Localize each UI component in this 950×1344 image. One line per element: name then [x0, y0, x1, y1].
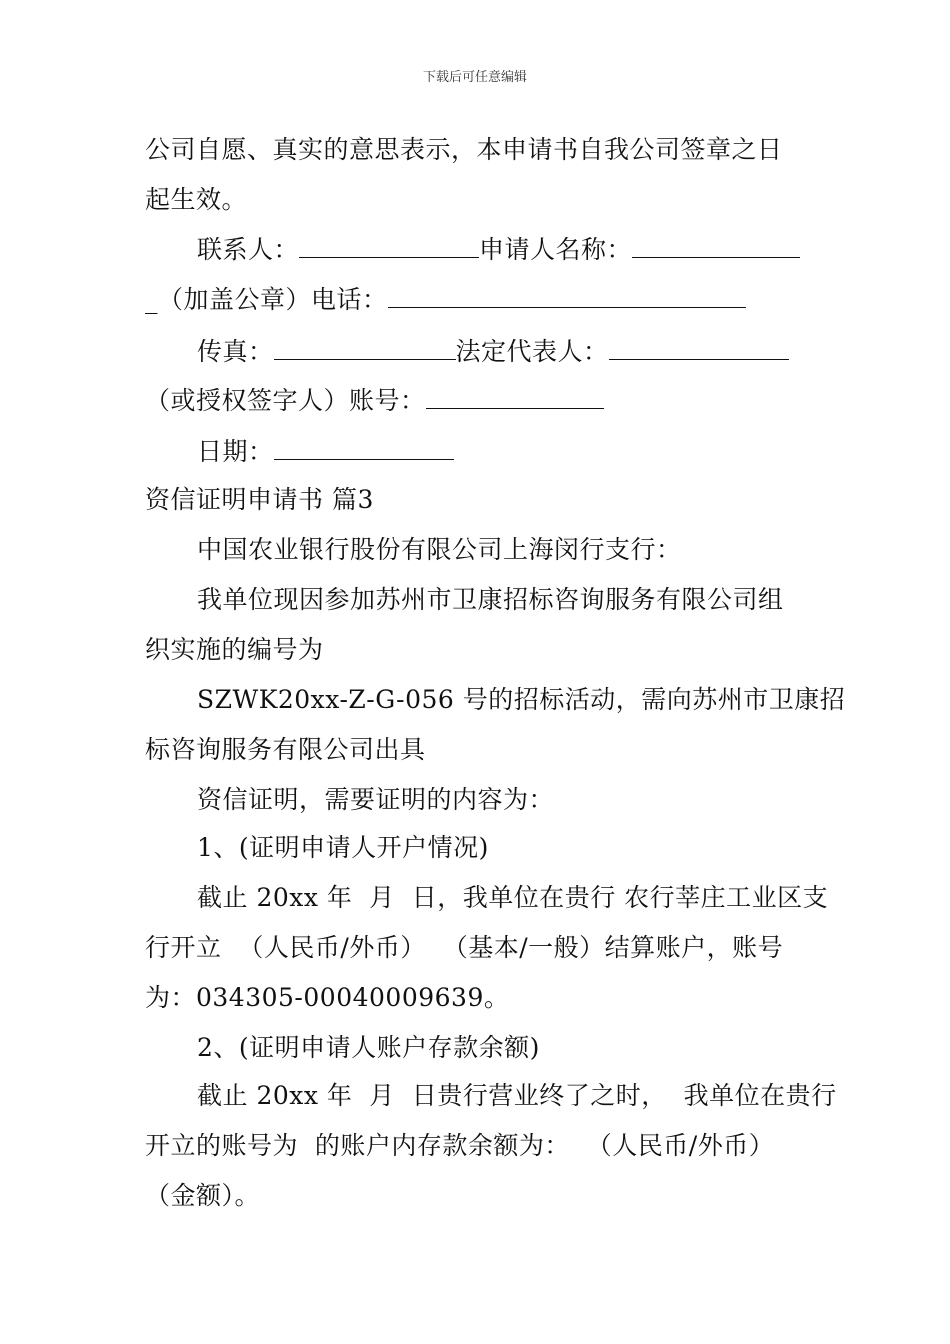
- legal-rep-blank: [609, 337, 789, 360]
- date-row: [197, 436, 454, 468]
- contact-label: 联系人：: [197, 235, 300, 264]
- date-blank: [274, 437, 454, 460]
- fax-row: [197, 336, 789, 368]
- text-line: 我单位现因参加苏州市卫康招标咨询服务有限公司组: [197, 585, 784, 614]
- text-line: 为：034305-00040009639。: [145, 983, 510, 1012]
- list-item: 2、(证明申请人账户存款余额): [197, 1033, 540, 1062]
- authorized-account-label: （或授权签字人）账号：: [145, 386, 426, 415]
- applicant-name-label: 申请人名称：: [479, 235, 633, 264]
- account-row: [145, 385, 604, 417]
- text-line: 开立的账号为 的账户内存款余额为： （人民币/外币）: [145, 1131, 775, 1160]
- text-line: 截止 20xx 年 月 日贵行营业终了之时， 我单位在贵行: [197, 1081, 837, 1110]
- header-note: 下载后可任意编辑: [422, 70, 527, 85]
- text-line: 标咨询服务有限公司出具: [145, 735, 426, 764]
- applicant-name-blank: [632, 235, 800, 258]
- text-line: （金额）。: [145, 1181, 261, 1210]
- account-blank: [426, 386, 604, 409]
- seal-phone-label: _（加盖公章）电话：: [145, 285, 388, 314]
- fax-label: 传真：: [197, 337, 274, 366]
- text-line: 织实施的编号为: [145, 635, 324, 664]
- phone-blank: [388, 285, 746, 308]
- text-line: 公司自愿、真实的意思表示，本申请书自我公司签章之日: [145, 135, 783, 164]
- text-line: 截止 20xx 年 月 日，我单位在贵行 农行莘庄工业区支: [197, 883, 829, 912]
- text-line: 起生效。: [145, 185, 248, 214]
- phone-row: [145, 284, 746, 316]
- text-line: 资信证明，需要证明的内容为：: [197, 785, 555, 814]
- contact-row: [197, 234, 800, 266]
- contact-blank: [299, 235, 479, 258]
- fax-blank: [274, 337, 456, 360]
- addressee: 中国农业银行股份有限公司上海闵行支行：: [197, 535, 682, 564]
- text-line: SZWK20xx-Z-G-056 号的招标活动，需向苏州市卫康招: [197, 685, 846, 714]
- section-title: 资信证明申请书 篇3: [145, 485, 374, 514]
- date-label: 日期：: [197, 437, 274, 466]
- list-item: 1、(证明申请人开户情况): [197, 833, 489, 862]
- legal-rep-label: 法定代表人：: [455, 337, 609, 366]
- text-line: 行开立 （人民币/外币） （基本/一般）结算账户，账号: [145, 933, 784, 962]
